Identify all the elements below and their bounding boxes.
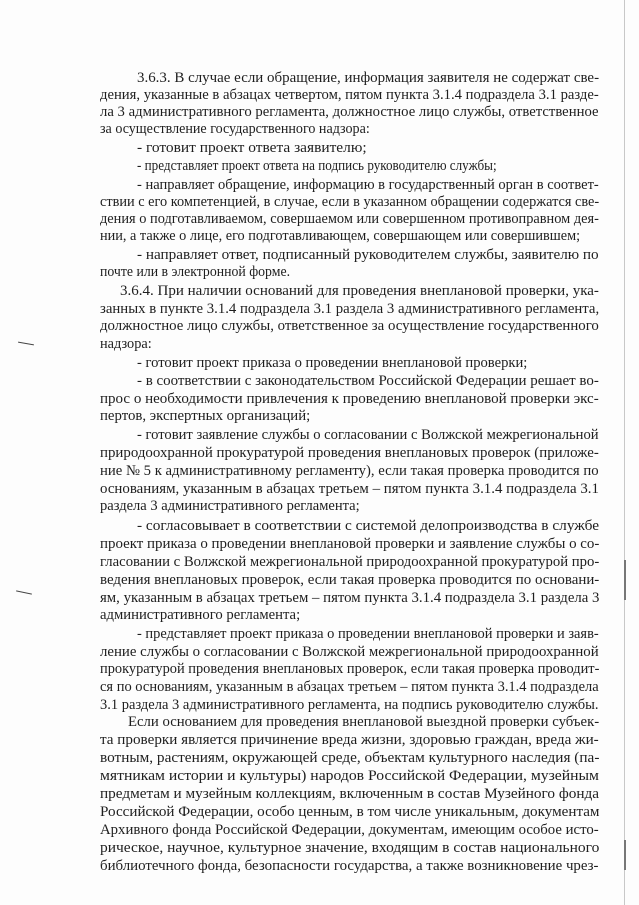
text-line: - готовит проект приказа о проведении внеплановой проверки;	[137, 355, 528, 371]
text-line: - готовит заявление службы о согласовании с Волжской межрегиональной	[137, 427, 599, 443]
text-line: предметам и музейным коллекциям, включенным в состав Музейного фонда	[100, 786, 600, 802]
text-line: - готовит проект ответа заявителю;	[137, 140, 367, 156]
text-line: почте или в электронной форме.	[100, 264, 291, 280]
text-line: раздела 3 административного регламента;	[100, 498, 360, 514]
text-line: Архивного фонда Российской Федерации, документам, имеющим особое исто-	[100, 822, 599, 838]
text-line: проект приказа о проведении внеплановой проверки и заявление службы о со-	[100, 536, 600, 552]
text-line: занных в пункте 3.1.4 подраздела 3.1 раздела 3 административного регламента,	[100, 301, 600, 317]
text-line: должностное лицо службы, ответственное за осуществление государственного	[100, 318, 599, 334]
text-line: та проверки является причинение вреда жизни, здоровью граждан, вреда жи-	[100, 732, 599, 748]
text-line: - в соответствии с законодательством Российской Федерации решает во-	[137, 373, 599, 389]
left-margin-mark	[16, 590, 32, 594]
text-line: ние № 5 к административному регламенту), если такая проверка проводится по	[100, 463, 599, 479]
text-line: - направляет обращение, информацию в государственный орган в соответ-	[137, 177, 599, 193]
text-line: ся по основаниям, указанным в абзацах третьем – пятом пункта 3.1.4 подраздела	[100, 679, 599, 695]
text-line: ла 3 административного регламента, должностное лицо службы, ответственное	[100, 104, 599, 120]
text-line: прос о необходимости привлечения к проведению внеплановой проверки экс-	[100, 391, 599, 407]
text-line: 3.6.4. При наличии оснований для проведения внеплановой проверки, ука-	[120, 283, 599, 299]
scan-dot	[624, 560, 626, 600]
text-line: - представляет проект приказа о проведении внеплановой проверки и заяв-	[137, 626, 599, 642]
text-line: нии, а также о лице, его подготавливающем, совершающем или совершившем;	[100, 228, 581, 244]
text-line: 3.1 раздела 3 административного регламента, на подпись руководителю службы.	[100, 697, 599, 713]
text-line: рическое, научное, культурное значение, входящим в состав национального	[100, 840, 600, 856]
text-line: ление службы о согласовании с Волжской межрегиональной природоохранной	[100, 644, 599, 660]
text-line: - согласовывает в соответствии с системой делопроизводства в службе	[137, 518, 600, 534]
text-line: пертов, экспертных организаций;	[100, 408, 311, 424]
text-line: дения, указанные в абзацах четвертом, пятом пункта 3.1.4 подраздела 3.1 разде-	[100, 87, 599, 103]
text-line: за осуществление государственного надзора:	[100, 121, 370, 137]
text-line: дения о подготавливаемом, совершаемом или совершенном противоправном дея-	[100, 211, 599, 227]
left-margin-mark	[18, 342, 34, 346]
text-line: - направляет ответ, подписанный руководителем службы, заявителю по	[137, 247, 599, 263]
text-line: Если основанием для проведения внеплановой выездной проверки субъек-	[128, 714, 600, 730]
text-line: Российской Федерации, особо ценным, в том числе уникальным, документам	[100, 804, 600, 820]
text-line: мятникам истории и культуры) народов Российской Федерации, музейным	[100, 768, 599, 784]
text-line: административного регламента;	[100, 607, 301, 623]
text-line: гласовании с Волжской межрегиональной природоохранной прокуратурой про-	[100, 554, 600, 570]
text-line: - представляет проект ответа на подпись руководителю службы;	[137, 158, 497, 174]
text-line: прокуратурой проведения внеплановых проверок, если такая проверка проводит-	[100, 661, 600, 677]
text-line: надзора:	[100, 336, 152, 352]
text-line: библиотечного фонда, безопасности государства, а также возникновение чрез-	[100, 858, 599, 874]
text-line: ствии с его компетенцией, в случае, если в указанном обращении содержатся све-	[100, 194, 600, 210]
text-line: ведения внеплановых проверок, если такая проверка проводится по основани-	[100, 572, 600, 588]
scan-edge-line	[624, 0, 625, 905]
text-line: основаниям, указанным в абзацах третьем – пятом пункта 3.1.4 подраздела 3.1	[100, 481, 599, 497]
text-line: 3.6.3. В случае если обращение, информация заявителя не содержат све-	[137, 70, 600, 86]
text-line: вотным, растениям, окружающей среде, объектам культурного наследия (па-	[100, 750, 600, 766]
scan-dot	[624, 840, 626, 870]
text-line: ям, указанным в абзацах третьем – пятом пункта 3.1.4 подраздела 3.1 раздела 3	[100, 590, 600, 606]
text-line: природоохранной прокуратурой проведения внеплановых проверок (приложе-	[100, 445, 599, 461]
